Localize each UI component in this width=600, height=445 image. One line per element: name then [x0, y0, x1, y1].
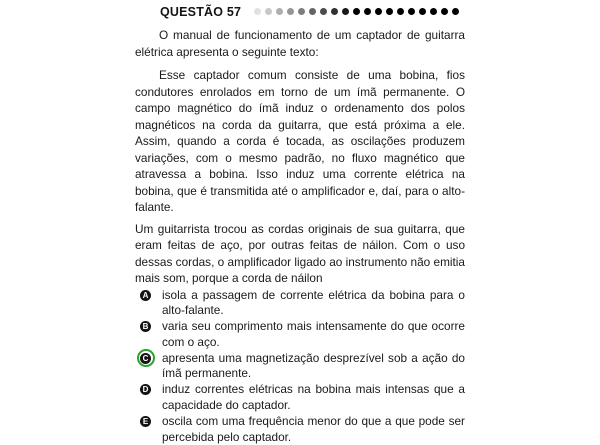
- option-text: varia seu comprimento mais intensamente do que ocorre com o aço.: [162, 319, 465, 349]
- intro-paragraph: O manual de funcionamento de um captador de guitarra elétrica apresenta o seguinte texto:: [135, 28, 465, 59]
- option-marker-area: [135, 288, 162, 301]
- dot: [430, 8, 437, 15]
- dot: [353, 8, 360, 15]
- dot: [408, 8, 415, 15]
- dot: [441, 8, 448, 15]
- dot: [265, 8, 272, 15]
- dot: [342, 8, 349, 15]
- question-number-label: QUESTÃO 57: [160, 4, 242, 19]
- answer-options-list: [135, 288, 465, 445]
- dot: [331, 8, 338, 15]
- option-text: apresenta uma magnetização desprezível sob a ação do ímã permanente.: [162, 350, 465, 381]
- option-letter-badge: A: [140, 290, 151, 301]
- dot: [309, 8, 316, 15]
- option-text: oscila com uma frequência menor do que a que pode ser percebida pelo captador.: [162, 413, 465, 444]
- dot: [276, 8, 283, 15]
- dot: [452, 8, 459, 15]
- dot: [320, 8, 327, 15]
- dot: [364, 8, 371, 15]
- question-block: [135, 4, 465, 445]
- answer-option[interactable]: [135, 414, 465, 445]
- option-letter-badge: C: [140, 353, 151, 364]
- option-letter-badge: E: [140, 416, 151, 427]
- option-marker-area: [135, 319, 162, 332]
- option-text: induz correntes elétricas na bobina mais intensas que a capacidade do captador.: [162, 382, 465, 413]
- quoted-manual-text: Esse captador comum consiste de uma bobina, fios condutores enrolados em torno de um ímã permanente. O campo magnético do ímã induz o ordenamento dos polos magnéticos na corda da guitarra, que está próxima a ele. Assim, quando a corda é tocada, as oscilações produzem variações, com o mesmo padrão, no fluxo magnético que atravessa a bobina. Isso induz uma corrente elétrica na bobina, que é transmitida até o amplificador e, daí, para o alto-falante.: [135, 68, 465, 214]
- command-paragraph: Um guitarrista trocou as cordas originais de sua guitarra, que eram feitas de aço, por outras feitas de náilon. Com o uso dessas cordas, o amplificador ligado ao instrumento não emitia mais som, porque a corda de náilon: [135, 221, 465, 285]
- dot: [298, 8, 305, 15]
- answer-option[interactable]: [135, 382, 465, 414]
- option-marker-area: [135, 382, 162, 395]
- dot: [386, 8, 393, 15]
- answer-option[interactable]: [135, 319, 465, 351]
- option-marker-area: [135, 414, 162, 427]
- option-marker-area: [135, 351, 162, 364]
- progress-dots: [254, 8, 465, 15]
- dot: [397, 8, 404, 15]
- question-header: [135, 4, 465, 19]
- option-text: isola a passagem de corrente elétrica da bobina para o alto-falante.: [162, 287, 465, 318]
- dot: [375, 8, 382, 15]
- dot: [419, 8, 426, 15]
- option-letter-badge: D: [140, 384, 151, 395]
- option-letter-badge: B: [140, 321, 151, 332]
- answer-option[interactable]: [135, 288, 465, 320]
- correct-answer-circle: [137, 349, 155, 367]
- answer-option-selected[interactable]: [135, 351, 465, 383]
- dot: [287, 8, 294, 15]
- dot: [254, 8, 261, 15]
